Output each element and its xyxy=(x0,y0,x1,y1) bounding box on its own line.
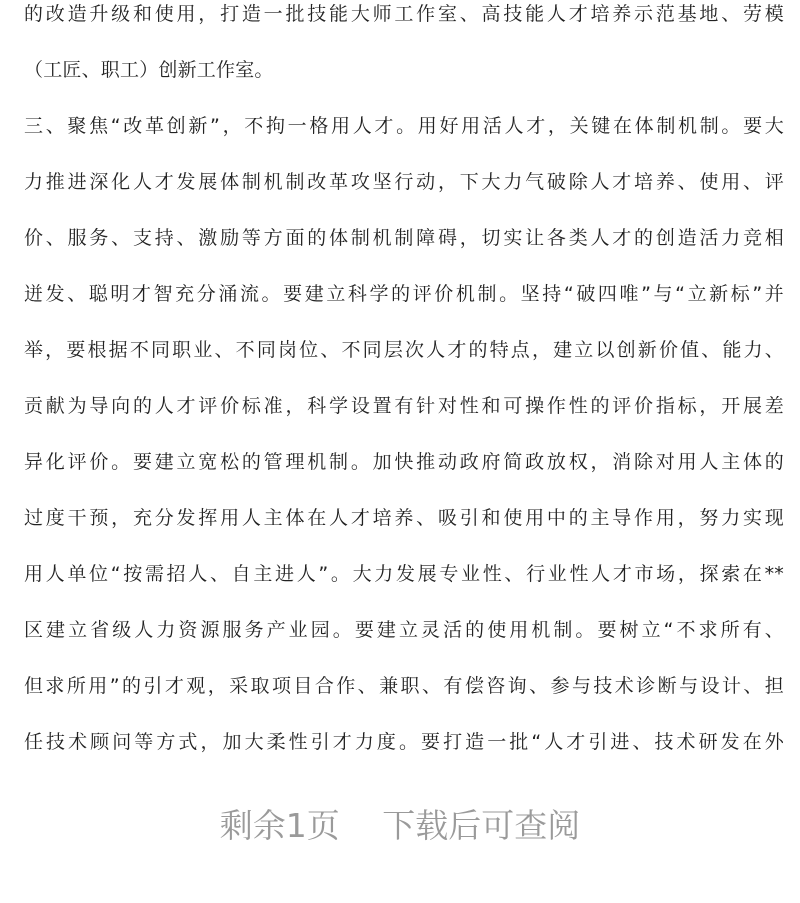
text-line-2: （工匠、职工）创新工作室。 xyxy=(24,59,274,81)
text-line-1: 的改造升级和使用，打造一批技能大师工作室、高技能人才培养示范基地、劳模 xyxy=(24,3,784,25)
text-line-7: 举，要根据不同职业、不同岗位、不同层次人才的特点，建立以创新价值、能力、 xyxy=(24,339,784,361)
download-to-view-label[interactable]: 下载后可查阅 xyxy=(382,806,581,845)
text-line-9: 异化评价。要建立宽松的管理机制。加快推动政府简政放权，消除对用人主体的 xyxy=(24,451,784,473)
remaining-pages-label: 剩余1页 xyxy=(219,806,340,845)
text-line-6: 迸发、聪明才智充分涌流。要建立科学的评价机制。坚持“破四唯”与“立新标”并 xyxy=(24,283,784,305)
preview-limit-notice[interactable] xyxy=(0,800,800,852)
document-body xyxy=(24,0,784,770)
text-line-10: 过度干预，充分发挥用人主体在人才培养、吸引和使用中的主导作用，努力实现 xyxy=(24,507,784,529)
text-line-4: 力推进深化人才发展体制机制改革攻坚行动，下大力气破除人才培养、使用、评 xyxy=(24,171,784,193)
text-line-12: 区建立省级人力资源服务产业园。要建立灵活的使用机制。要树立“不求所有、 xyxy=(24,619,784,641)
text-line-14: 任技术顾问等方式，加大柔性引才力度。要打造一批“人才引进、技术研发在外 xyxy=(24,731,784,753)
text-line-5: 价、服务、支持、激励等方面的体制机制障碍，切实让各类人才的创造活力竞相 xyxy=(24,227,784,249)
text-line-8: 贡献为导向的人才评价标准，科学设置有针对性和可操作性的评价指标，开展差 xyxy=(24,395,784,417)
text-line-11: 用人单位“按需招人、自主进人”。大力发展专业性、行业性人才市场，探索在** xyxy=(24,563,784,585)
text-line-3: 三、聚焦“改革创新”，不拘一格用人才。用好用活人才，关键在体制机制。要大 xyxy=(24,115,784,137)
text-line-13: 但求所用”的引才观，采取项目合作、兼职、有偿咨询、参与技术诊断与设计、担 xyxy=(24,675,784,697)
